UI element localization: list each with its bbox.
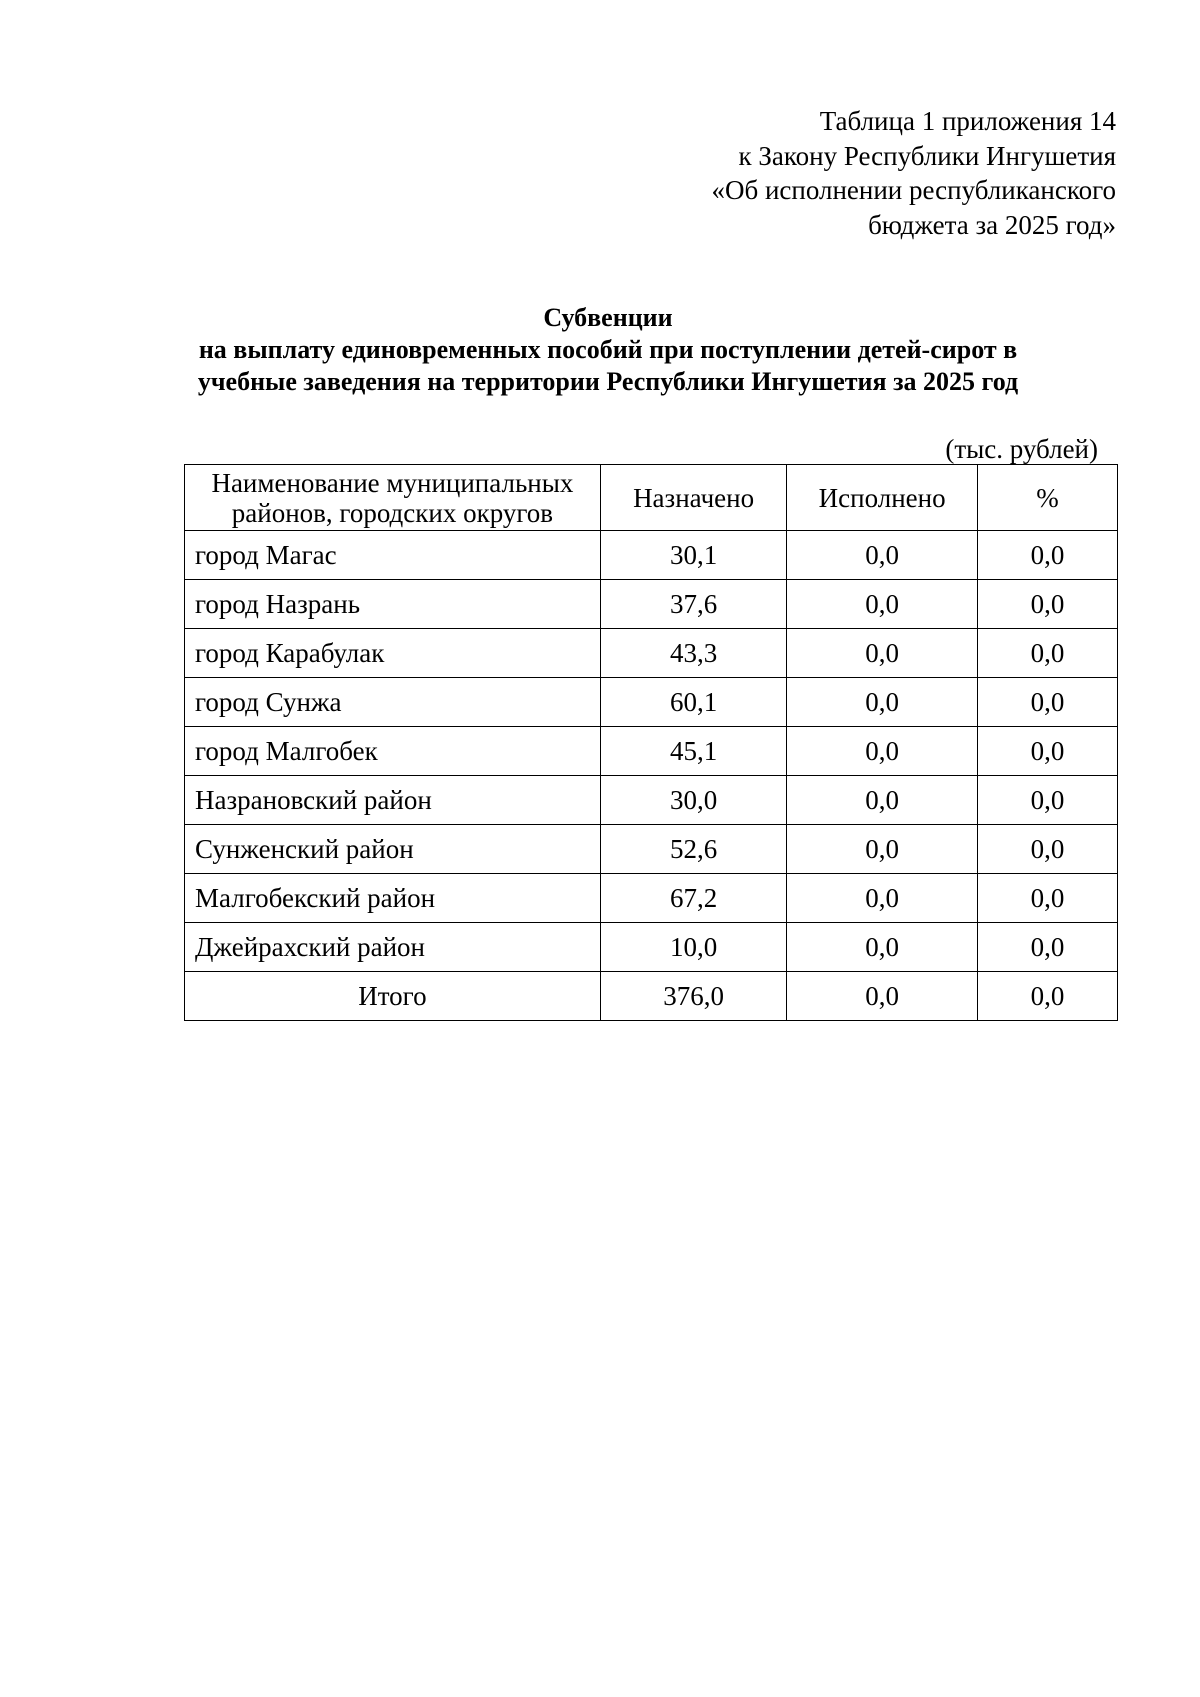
row-executed: 0,0	[787, 776, 978, 825]
annex-line: к Закону Республики Ингушетия	[738, 140, 1116, 171]
row-executed: 0,0	[787, 874, 978, 923]
row-name: город Сунжа	[185, 678, 601, 727]
header-name: Наименование муниципальных районов, городских округов	[185, 465, 601, 531]
title-line: Субвенции	[543, 303, 673, 332]
row-assigned: 30,0	[600, 776, 787, 825]
row-executed: 0,0	[787, 923, 978, 972]
annex-line: «Об исполнении республиканского	[711, 175, 1116, 205]
row-assigned: 60,1	[600, 678, 787, 727]
row-executed: 0,0	[787, 727, 978, 776]
row-percent: 0,0	[977, 825, 1117, 874]
title-line: учебные заведения на территории Республики Ингушетия за 2025 год	[197, 367, 1019, 396]
row-assigned: 52,6	[600, 825, 787, 874]
table-header-row	[185, 465, 1118, 531]
document-title	[150, 302, 1066, 398]
row-name: Сунженский район	[185, 825, 601, 874]
table-row	[185, 825, 1118, 874]
row-assigned: 10,0	[600, 923, 787, 972]
table-row	[185, 776, 1118, 825]
table-row	[185, 923, 1118, 972]
row-name: город Малгобек	[185, 727, 601, 776]
header-percent: %	[977, 465, 1117, 531]
table-row	[185, 874, 1118, 923]
row-name: Малгобекский район	[185, 874, 601, 923]
header-assigned: Назначено	[600, 465, 787, 531]
row-name: Джейрахский район	[185, 923, 601, 972]
row-assigned: 67,2	[600, 874, 787, 923]
row-percent: 0,0	[977, 727, 1117, 776]
row-name: город Карабулак	[185, 629, 601, 678]
row-executed: 0,0	[787, 580, 978, 629]
row-name: Назрановский район	[185, 776, 601, 825]
header-executed: Исполнено	[787, 465, 978, 531]
row-name: город Магас	[185, 531, 601, 580]
subvention-table	[184, 464, 1118, 1021]
table-row	[185, 727, 1118, 776]
row-percent: 0,0	[977, 629, 1117, 678]
row-executed: 0,0	[787, 678, 978, 727]
row-percent: 0,0	[977, 678, 1117, 727]
annex-reference	[556, 104, 1116, 242]
row-percent: 0,0	[977, 580, 1117, 629]
row-percent: 0,0	[977, 923, 1117, 972]
row-assigned: 43,3	[600, 629, 787, 678]
title-line: на выплату единовременных пособий при поступлении детей-сирот в	[198, 335, 1018, 364]
row-name: город Назрань	[185, 580, 601, 629]
total-percent: 0,0	[977, 972, 1117, 1021]
annex-line: Таблица 1 приложения 14	[819, 106, 1116, 136]
row-percent: 0,0	[977, 776, 1117, 825]
row-executed: 0,0	[787, 629, 978, 678]
row-percent: 0,0	[977, 874, 1117, 923]
total-executed: 0,0	[787, 972, 978, 1021]
total-row	[185, 972, 1118, 1021]
row-executed: 0,0	[787, 825, 978, 874]
table-row	[185, 580, 1118, 629]
table-row	[185, 629, 1118, 678]
table-row	[185, 678, 1118, 727]
row-executed: 0,0	[787, 531, 978, 580]
annex-line: бюджета за 2025 год»	[868, 209, 1116, 240]
row-percent: 0,0	[977, 531, 1117, 580]
row-assigned: 37,6	[600, 580, 787, 629]
total-label: Итого	[185, 972, 601, 1021]
row-assigned: 45,1	[600, 727, 787, 776]
total-assigned: 376,0	[600, 972, 787, 1021]
units-label: (тыс. рублей)	[945, 434, 1098, 464]
row-assigned: 30,1	[600, 531, 787, 580]
table-row	[185, 531, 1118, 580]
